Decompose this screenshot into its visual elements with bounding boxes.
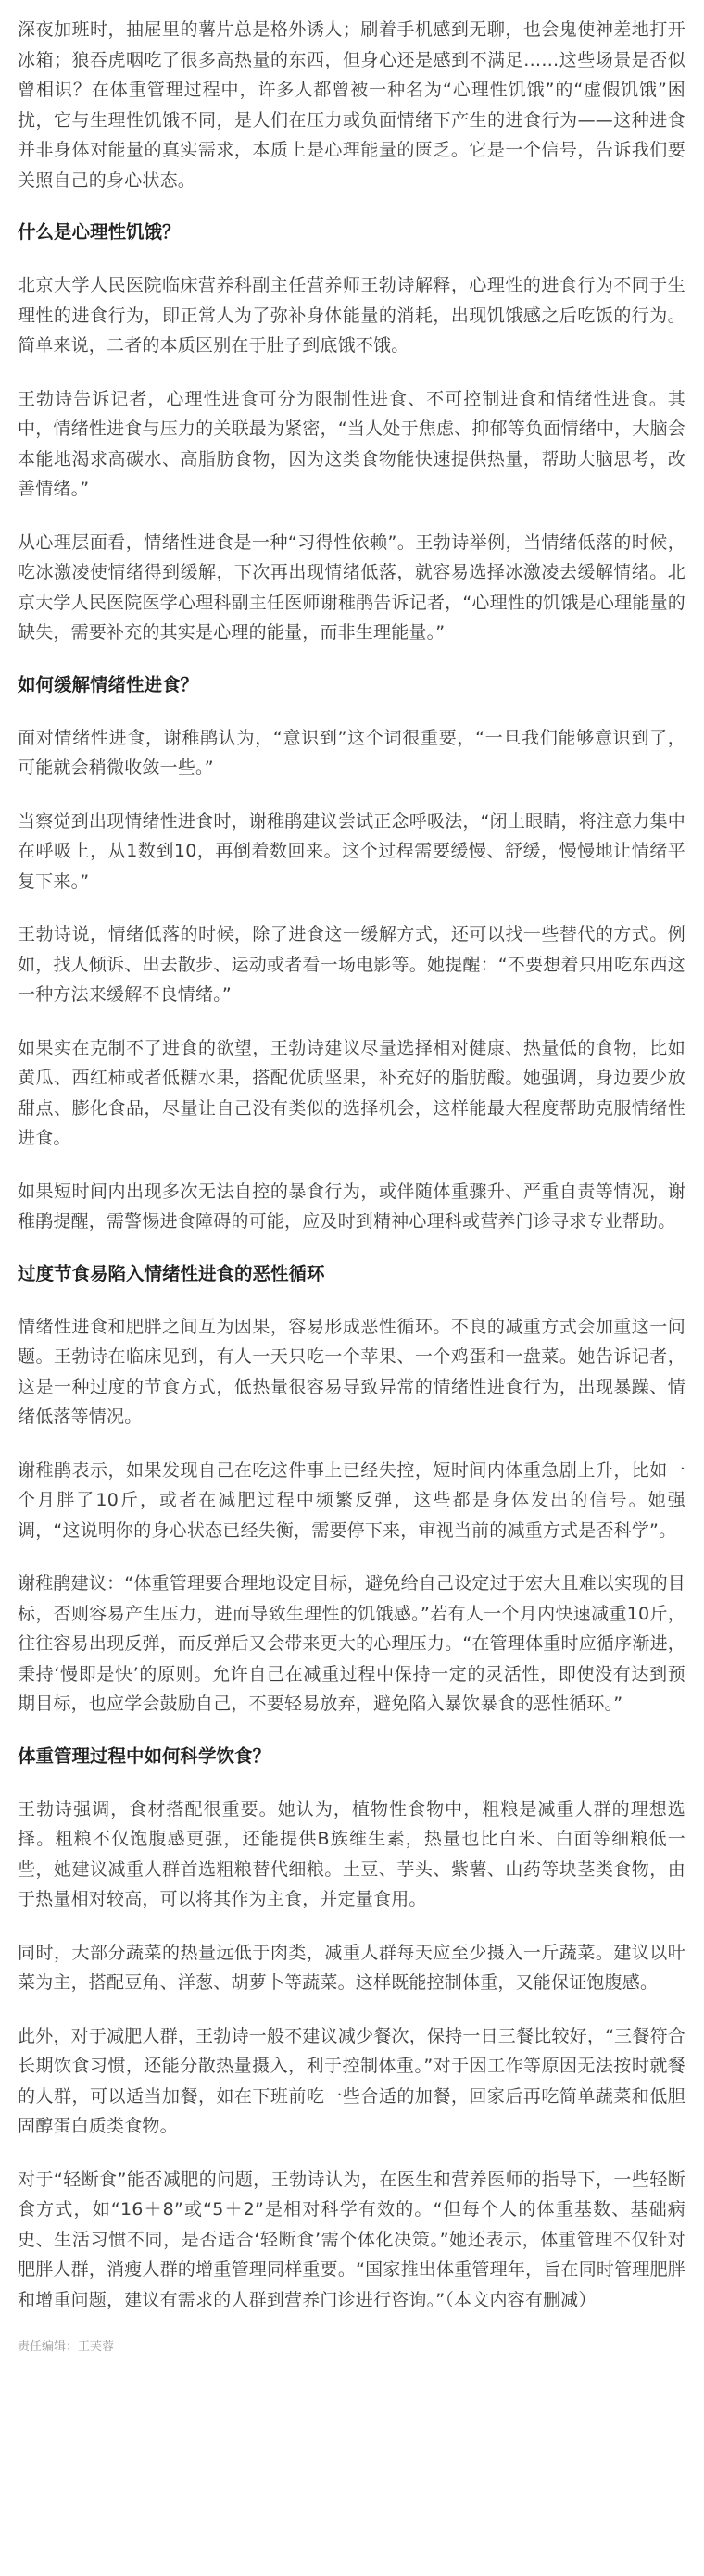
section-heading-what-is: 什么是心理性饥饿？: [18, 221, 181, 243]
section-heading-vicious-cycle: 过度节食易陷入情绪性进食的恶性循环: [18, 1262, 325, 1284]
section-heading-scientific-diet: 体重管理过程中如何科学饮食？: [18, 1744, 271, 1767]
paragraph: 王勃诗告诉记者，心理性进食可分为限制性进食、不可控制进食和情绪性进食。其中，情绪性进食与压力的关联最为紧密，“当人处于焦虑、抑郁等负面情绪中，大脑会本能地渴求高碳水、高脂肪食物，因为这类食物能快速提供热量，帮助大脑思考，改善情绪。”: [18, 388, 685, 499]
paragraph: 北京大学人民医院临床营养科副主任营养师王勃诗解释，心理性的进食行为不同于生理性的进食行为，即正常人为了弥补身体能量的消耗，出现饥饿感之后吃饭的行为。简单来说，二者的本质区别在于肚子到底饿不饿。: [18, 275, 685, 356]
paragraph: 从心理层面看，情绪性进食是一种“习得性依赖”。王勃诗举例，当情绪低落的时候，吃冰激凌使情绪得到缓解，下次再出现情绪低落，就容易选择冰激凌去缓解情绪。北京大学人民医院医学心理科副主任医师谢稚鹃告诉记者，“心理性的饥饿是心理能量的缺失，需要补充的其实是心理的能量，而非生理能量。”: [18, 531, 685, 643]
paragraph: 当察觉到出现情绪性进食时，谢稚鹃建议尝试正念呼吸法，“闭上眼睛，将注意力集中在呼吸上，从1数到10，再倒着数回来。这个过程需要缓慢、舒缓，慢慢地让情绪平复下来。”: [18, 810, 685, 892]
paragraph: 情绪性进食和肥胖之间互为因果，容易形成恶性循环。不良的减重方式会加重这一问题。王勃诗在临床见到，有人一天只吃一个苹果、一个鸡蛋和一盘菜。她告诉记者，这是一种过度的节食方式，低热量很容易导致异常的情绪性进食行为，出现暴躁、情绪低落等情况。: [18, 1316, 685, 1427]
paragraph: 王勃诗说，情绪低落的时候，除了进食这一缓解方式，还可以找一些替代的方式。例如，找人倾诉、出去散步、运动或者看一场电影等。她提醒：“不要想着只用吃东西这一种方法来缓解不良情绪。”: [18, 924, 685, 1005]
paragraph: 面对情绪性进食，谢稚鹃认为，“意识到”这个词很重要，“一旦我们能够意识到了，可能就会稍微收敛一些。”: [18, 727, 685, 778]
paragraph: 王勃诗强调，食材搭配很重要。她认为，植物性食物中，粗粮是减重人群的理想选择。粗粮不仅饱腹感更强，还能提供B族维生素，热量也比白米、白面等细粮低一些，她建议减重人群首选粗粮替代细粮。土豆、芋头、紫薯、山药等块茎类食物，由于热量相对较高，可以将其作为主食，并定量食用。: [18, 1798, 685, 1909]
paragraph: 谢稚鹃表示，如果发现自己在吃这件事上已经失控，短时间内体重急剧上升，比如一个月胖了10斤，或者在减肥过程中频繁反弹，这些都是身体发出的信号。她强调，“这说明你的身心状态已经失衡，需要停下来，审视当前的减重方式是否科学”。: [18, 1459, 685, 1541]
paragraph: 对于“轻断食”能否减肥的问题，王勃诗认为，在医生和营养医师的指导下，一些轻断食方式，如“16＋8”或“5＋2”是相对科学有效的。“但每个人的体重基数、基础病史、生活习惯不同，是否适合‘轻断食’需个体化决策。”她还表示，体重管理不仅针对肥胖人群，消瘦人群的增重管理同样重要。“国家推出体重管理年，旨在同时管理肥胖和增重问题，建议有需求的人群到营养门诊进行咨询。”（本文内容有删减）: [18, 2169, 685, 2310]
paragraph: 同时，大部分蔬菜的热量远低于肉类，减重人群每天应至少摄入一斤蔬菜。建议以叶菜为主，搭配豆角、洋葱、胡萝卜等蔬菜。这样既能控制体重，又能保证饱腹感。: [18, 1942, 685, 1993]
intro-paragraph: 深夜加班时，抽屉里的薯片总是格外诱人；刷着手机感到无聊，也会鬼使神差地打开冰箱；狼吞虎咽吃了很多高热量的东西，但身心还是感到不满足……这些场景是否似曾相识？在体重管理过程中，许多人都曾被一种名为“心理性饥饿”的“虚假饥饿”困扰，它与生理性饥饿不同，是人们在压力或负面情绪下产生的进食行为——这种进食并非身体对能量的真实需求，本质上是心理能量的匮乏。它是一个信号，告诉我们要关照自己的身心状态。: [18, 19, 685, 191]
paragraph: 如果短时间内出现多次无法自控的暴食行为，或伴随体重骤升、严重自责等情况，谢稚鹃提醒，需警惕进食障碍的可能，应及时到精神心理科或营养门诊寻求专业帮助。: [18, 1181, 685, 1232]
paragraph: 如果实在克制不了进食的欲望，王勃诗建议尽量选择相对健康、热量低的食物，比如黄瓜、西红柿或者低糖水果，搭配优质坚果，补充好的脂肪酸。她强调，身边要少放甜点、膨化食品，尽量让自己没有类似的选择机会，这样能最大程度帮助克服情绪性进食。: [18, 1037, 685, 1148]
paragraph: 此外，对于减肥人群，王勃诗一般不建议减少餐次，保持一日三餐比较好，“三餐符合长期饮食习惯，还能分散热量摄入，利于控制体重。”对于因工作等原因无法按时就餐的人群，可以适当加餐，如在下班前吃一些合适的加餐，回家后再吃简单蔬菜和低胆固醇蛋白质类食物。: [18, 2025, 685, 2136]
section-heading-how-to-relieve: 如何缓解情绪性进食？: [18, 673, 199, 695]
responsible-editor: 责任编辑：王芙蓉: [18, 2340, 115, 2354]
paragraph: 谢稚鹃建议：“体重管理要合理地设定目标，避免给自己设定过于宏大且难以实现的目标，否则容易产生压力，进而导致生理性的饥饿感。”若有人一个月内快速减重10斤，往往容易出现反弹，而反弹后又会带来更大的心理压力。“在管理体重时应循序渐进，秉持‘慢即是快’的原则。允许自己在减重过程中保持一定的灵活性，即使没有达到预期目标，也应学会鼓励自己，不要轻易放弃，避免陷入暴饮暴食的恶性循环。”: [18, 1573, 685, 1714]
